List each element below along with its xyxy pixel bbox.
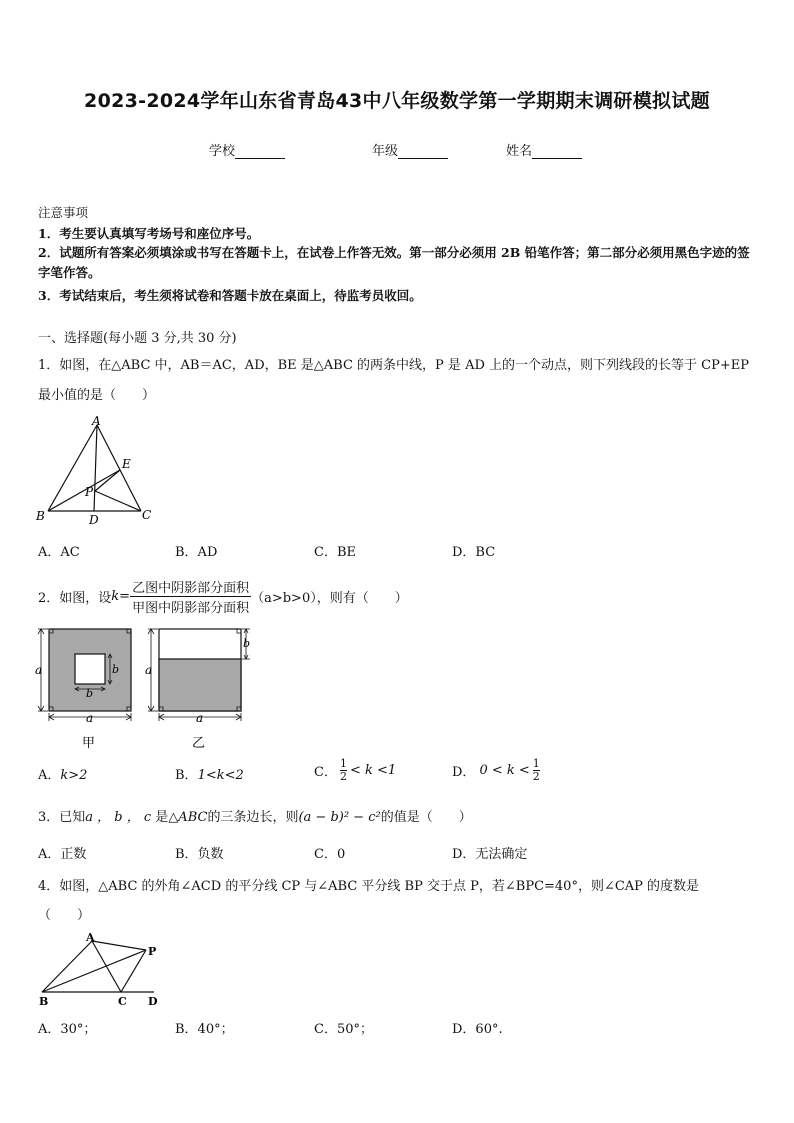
q3-expression: (a − b)² − c² (298, 810, 381, 825)
q2-condition: （a>b>0），则有（ ） (251, 591, 408, 606)
notes-heading: 注意事项 (38, 205, 89, 220)
note-item: 2．试题所有答案必须填涂或书写在答题卡上，在试卷上作答无效。第一部分必须用 2B 铅笔作答；第二部分必须用黑色字迹的签字笔作答。 (38, 245, 750, 280)
q2-option-c-num: 1 (339, 757, 347, 770)
q2-option-a-text: k>2 (60, 768, 88, 783)
q1-label-c: C (142, 508, 152, 522)
school-blank[interactable] (235, 145, 285, 159)
grade-blank[interactable] (398, 145, 448, 159)
q1-stem-line1: 1．如图，在△ABC 中，AB＝AC，AD，BE 是△ABC 的两条中线，P 是 AD 上的一个动点，则下列线段的长等于 CP+EP (38, 358, 749, 373)
q4-label-p: P (148, 945, 157, 958)
q2-option-c-den: 2 (339, 770, 347, 783)
school-label: 学校 (209, 144, 236, 159)
name-label: 姓名 (506, 144, 533, 159)
q2-option-b[interactable] (175, 764, 244, 783)
q2-jia-label-a-bottom: a (86, 711, 94, 725)
q2-option-d-den: 2 (532, 770, 540, 783)
q2-jia-label-b-bottom: b (86, 687, 94, 700)
q1-label-b: B (36, 509, 45, 523)
q2-option-a-label: A． (38, 768, 61, 783)
q4-option-b[interactable]: B．40°； (175, 1022, 234, 1037)
q2-yi-label-b: b (243, 637, 251, 650)
section-heading: 一、选择题(每小题 3 分,共 30 分) (38, 331, 237, 346)
q4-label-b: B (39, 995, 49, 1008)
q2-figure-yi (145, 625, 255, 753)
q3-mid: 是 (151, 810, 169, 825)
q4-label-a: A (86, 931, 95, 944)
q3-option-b[interactable]: B．负数 (175, 847, 224, 862)
q4-stem-line2: （ ） (38, 908, 91, 923)
q4-option-d[interactable]: D．60°. (452, 1022, 503, 1037)
q2-numerator: 乙图中阴影部分面积 (130, 577, 251, 597)
q2-jia-caption: 甲 (82, 736, 96, 751)
q2-stem (38, 577, 408, 616)
grade-field (372, 140, 448, 159)
q2-option-a[interactable] (38, 764, 87, 783)
q2-option-c-label: C． (314, 765, 337, 780)
q2-option-d-fraction (533, 758, 540, 783)
page-title: 2023-2024学年山东省青岛43中八年级数学第一学期期末调研模拟试题 (84, 90, 710, 112)
q2-option-b-label: B． (175, 768, 198, 783)
q2-jia-label-b-right: b (112, 663, 120, 676)
q2-equals: = (119, 589, 131, 604)
school-field (209, 140, 285, 159)
q1-option-b[interactable]: B．AD (175, 545, 218, 560)
q1-label-p: P (85, 485, 94, 499)
q2-option-b-text: 1<k<2 (197, 768, 244, 783)
q1-label-d: D (89, 513, 99, 527)
note-item: 1．考生要认真填写考场号和座位序号。 (38, 226, 260, 241)
q4-option-c[interactable]: C．50°； (314, 1022, 373, 1037)
q2-option-d-left: 0 < k < (479, 763, 530, 778)
q4-option-a[interactable]: A．30°； (38, 1022, 97, 1037)
q3-option-c[interactable]: C．0 (314, 847, 346, 862)
q2-option-d[interactable] (452, 758, 540, 783)
q2-fraction (130, 577, 251, 616)
q4-label-d: D (148, 995, 158, 1008)
q2-k: k (111, 589, 120, 604)
q3-triangle: △ABC (168, 810, 208, 825)
q2-figure-jia (35, 625, 137, 753)
q2-option-c[interactable] (314, 758, 396, 783)
q4-triangle-figure (34, 928, 169, 1010)
q3-suffix: 的值是（ ） (380, 810, 472, 825)
q2-option-d-label: D． (452, 765, 476, 780)
q3-vars: a ， b ， c (85, 810, 152, 825)
q2-option-c-rest: < k <1 (349, 763, 397, 778)
q1-triangle-figure (30, 412, 165, 527)
note-item: 3．考试结束后，考生须将试卷和答题卡放在桌面上，待监考员收回。 (38, 288, 422, 303)
name-blank[interactable] (532, 145, 582, 159)
q2-jia-label-a-left: a (35, 663, 43, 677)
grade-label: 年级 (372, 144, 399, 159)
q2-denominator: 甲图中阴影部分面积 (132, 601, 250, 616)
q3-prefix: 3．已知 (38, 810, 86, 825)
q1-option-a[interactable]: A．AC (38, 545, 80, 560)
q2-yi-label-a-bottom: a (196, 711, 204, 725)
q2-prefix: 2．如图，设 (38, 591, 112, 606)
q2-yi-label-a-left: a (145, 663, 153, 677)
q4-stem-line1: 4．如图，△ABC 的外角∠ACD 的平分线 CP 与∠ABC 平分线 BP 交于点 P，若∠BPC=40°，则∠CAP 的度数是 (38, 879, 700, 894)
q1-stem-line2: 最小值的是（ ） (38, 388, 156, 403)
q3-after: 的三条边长，则 (207, 810, 299, 825)
q1-option-d[interactable]: D．BC (452, 545, 496, 560)
q3-option-a[interactable]: A．正数 (38, 847, 87, 862)
q2-option-c-fraction (340, 758, 347, 783)
name-field (506, 140, 582, 159)
q1-label-a: A (92, 414, 101, 428)
q2-option-d-num: 1 (532, 757, 540, 770)
q2-yi-caption: 乙 (192, 736, 206, 751)
q1-option-c[interactable]: C．BE (314, 545, 356, 560)
q3-stem (38, 806, 472, 825)
q1-label-e: E (122, 457, 131, 471)
q4-label-c: C (118, 995, 127, 1008)
q3-option-d[interactable]: D．无法确定 (452, 847, 528, 862)
